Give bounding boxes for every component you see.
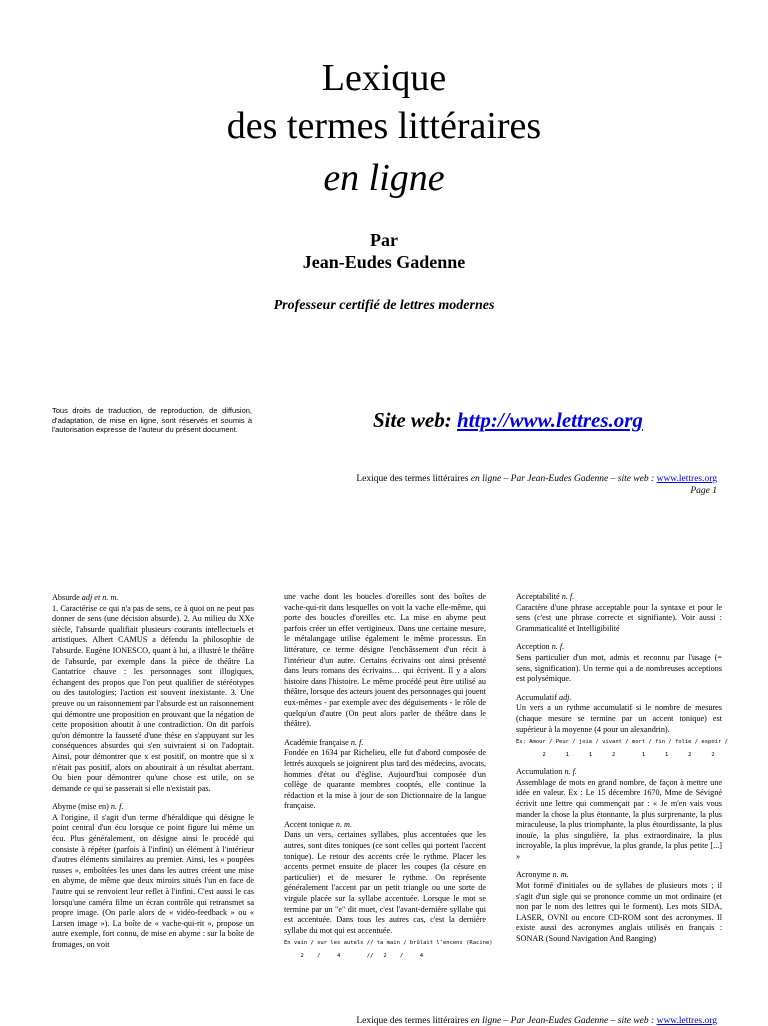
entry-gram: n. f.	[110, 802, 124, 812]
entry-text: une vache dont les boucles d'oreilles sont des boîtes de vache-qui-rit dans lesquelles on voit la vache elle-même, qui porte des boucles d'oreilles etc. La mise en abyme peut parfois créer un effet vertigineux. Dans une certaine mesure, le métalangage utilise également le même processus. En littérature, ce terme désigne l'enchâssement d'un récit à l'intérieur d'un autre. Certains écrivains ont ainsi présenté dans leurs romans des écrivains… qui écrivent. Il y a alors histoire dans l'histoire. Le même procédé peut être utilisé au théâtre, lorsque des acteurs jouent des personnages qui jouent eux-mêmes - par exemple avec des déguisements - le rôle de quelqu'un d'autre (On peut alors parler de théâtre dans le théâtre).	[284, 592, 486, 729]
entry-term: Accumulation	[516, 767, 565, 777]
entry	[52, 802, 254, 950]
footer-link[interactable]: www.lettres.org	[656, 1016, 717, 1026]
entry	[284, 820, 486, 937]
column-2	[284, 592, 493, 968]
scansion-marks: 2 / 4 // 2 / 4	[284, 953, 424, 960]
entry-term: Accent tonique	[284, 819, 336, 829]
entry-text: Mot formé d'initiales ou de syllabes de plusieurs mots ; il s'agit d'un sigle qui se prononce comme un mot ordinaire (et non par le nom des lettres qui le forment). Les mots SIDA, LASER, OVNI ou encore CD-ROM sont des acronymes. Il existe aussi des acronymes anglais utilisés en français : SONAR (Sound Navigation And Ranging)	[516, 881, 722, 944]
entry-term: Acceptabilité	[516, 592, 562, 601]
author-profession: Professeur certifié de lettres modernes	[273, 298, 495, 313]
entry-gram: adj et n. m.	[81, 593, 119, 602]
entry	[284, 592, 486, 730]
entry-text: 1. Caractérise ce qui n'a pas de sens, ce à quoi on ne peut pas donner de sens (une décision absurde). 2. Au milieu du XXe siècle, l'absurde qualifiait plusieurs courants intellectuels et artistiques. Albert CAMUS a défendu la philosophie de l'absurde. Eugène IONESCO, quant à lui, a illustré le théâtre de l'absurde, par exemple dans la pièce de théâtre La Cantatrice chauve : les personnages sont illogiques, échangent des propos que l'on peut qualifier de stéréotypes ou des tautologies; l'action est souvent inexistante. 3. Une preuve ou un raisonnement par l'absurde est un raisonnement qui démontre une proposition en prouvant que la négation de cette proposition aboutit à une contradiction. On dit parfois qu'on démontre la fausseté d'une thèse en s'appuyant sur les conséquences absurdes qui s'en suivraient si on l'adoptait. Ainsi, pour démontrer que x est positif, on montre que si x n'était pas positif, alors on aboutirait à un résultat aberrant. Ou bien pour démontrer qu'une chose est utile, on se demande ce qui se passerait si elle n'existait pas.	[52, 603, 254, 793]
entry	[516, 693, 722, 735]
entry-gram: n. m.	[335, 819, 352, 829]
site-web-link[interactable]: http://www.lettres.org	[457, 408, 643, 432]
column-3	[516, 592, 728, 953]
scansion-line: Ex: Amour / Peur / joie / vivant / mort / fin / folie / espoir /	[516, 739, 728, 746]
entry-text: Sens particulier d'un mot, admis et reconnu par l'usage (= sens, signification). Un terme qui a de nombreuses acceptions est polysémique.	[516, 652, 722, 684]
entry-term: Abyme (mise en)	[52, 802, 111, 812]
entry-gram: n. f.	[561, 592, 575, 601]
running-footer	[240, 1016, 717, 1026]
entry-term: Accumulatif	[516, 692, 559, 702]
entry-gram: n. f.	[350, 737, 364, 747]
title-line-3: en ligne	[323, 157, 445, 199]
site-web-label: Site web:	[373, 408, 457, 432]
entry-term: Académie française	[284, 737, 351, 747]
footer-en-ligne: en ligne	[470, 1016, 502, 1026]
entry-gram: n. m.	[552, 870, 569, 880]
scansion-line: En vain / sur les autels // ta main / brûlait l'encens (Racine)	[284, 940, 493, 947]
entry	[516, 592, 722, 634]
entry-text: Caractère d'une phrase acceptable pour la syntaxe et pour le sens (c'est une phrase correcte et signifiante). Voir aussi : Grammaticalité et Intelligibilité	[516, 602, 722, 633]
entry-text: Assemblage de mots en grand nombre, de façon à mettre une idée en valeur. Ex : Le 15 décembre 1670, Mme de Sévigné écrivit une lettre qui commençait par : « Je m'en vais vous mander la chose la plus étonnante, la plus surprenante, la plus miraculeuse, la plus triomphante, la plus étourdissante, la plus inouïe, la plus singulière, la plus extraordinaire, la plus incroyable, la plus imprévue, la plus grande, la plus petite [...] »	[516, 777, 722, 861]
title-line-2: des termes littéraires	[226, 105, 542, 147]
page-number: Page 1	[690, 486, 717, 496]
rights-notice: Tous droits de traduction, de reproduction, de diffusion, d'adaptation, de mise en ligne, sont réservés et soumis à l'autorisation expresse de l'auteur du présent document.	[52, 406, 252, 434]
entry-text: Un vers a un rythme accumulatif si le nombre de mesures (chaque mesure se termine par un accent tonique) est supérieur à la moyenne (4 pour un alexandrin).	[516, 703, 722, 734]
site-web	[373, 408, 643, 433]
entry-term: Acronyme	[516, 870, 553, 880]
byline-par: Par	[370, 230, 398, 250]
header-en-ligne: en ligne	[470, 474, 502, 484]
entry	[516, 767, 722, 862]
footer-prefix: Lexique des termes littéraires	[356, 1016, 471, 1026]
scansion-marks: 2 1 1 2 1 1 2 2	[516, 752, 715, 759]
column-1	[52, 593, 254, 959]
entry	[516, 642, 722, 684]
running-header	[240, 474, 717, 484]
entry	[52, 593, 254, 794]
header-prefix: Lexique des termes littéraires	[356, 474, 471, 484]
header-middle: – Par Jean-Eudes Gadenne – site web :	[501, 474, 657, 484]
entry	[284, 738, 486, 812]
author-name: Jean-Eudes Gadenne	[302, 252, 466, 272]
entry-gram: adj.	[558, 692, 572, 702]
entry-term: Acception	[516, 642, 552, 652]
entry-gram: n. f.	[564, 767, 577, 777]
entry-term: Absurde	[52, 593, 82, 602]
title-line-1: Lexique	[321, 57, 447, 99]
entry	[516, 870, 722, 944]
header-link[interactable]: www.lettres.org	[656, 474, 717, 484]
entry-gram: n. f.	[551, 642, 565, 652]
footer-middle: – Par Jean-Eudes Gadenne – site web :	[501, 1016, 657, 1026]
entry-text: Fondée en 1634 par Richelieu, elle fut d'abord composée de lettrés auxquels se joignirent plus tard des médecins, avocats, hommes d'état ou d'église. Aujourd'hui composée d'un collège de quarante membres cooptés, elle continue la rédaction et la mise à jour de son Dictionnaire de la langue française.	[284, 748, 486, 811]
entry-text: A l'origine, il s'agit d'un terme d'héraldique qui désigne le point central d'un écu lorsque ce point figure lui même un écu. Plus généralement, on désigne ainsi le procédé qui consiste à répéter (parfois à l'infini) un élément à l'intérieur d'autres éléments similaires au premier. Ainsi, les « poupées russes », emboîtées les unes dans les autres créent une mise en abyme, de même que deux miroirs situés l'un en face de l'autre qui se renvoient leur reflet à l'infini. C'est aussi le cas lorsqu'une caméra filme un écran contrôle qui retransmet sa propre image. (On parle alors de « vidéo-feedback » ou « Larsen image »). La boîte de « vache-qui-rit », propose un autre exemple, fort connu, de mise en abyme : sur la boîte de fromages, on voit	[52, 812, 254, 949]
entry-text: Dans un vers, certaines syllabes, plus accentuées que les autres, sont dites toniques (ce sont celles qui portent l'accent tonique). Le retour des accents crée le rythme. Placer les accents permet ensuite de placer les coupes (la césure en particulier) et de mesurer le rythme. On représente généralement l'accent par un petit triangle ou une sorte de virgule placée sur la syllabe accentuée. Lorsque le mot se termine par un "e" dit muet, c'est l'avant-dernière syllabe qui est accentuée. Dans tous les autres cas, c'est la dernière syllabe du mot qui est accentuée.	[284, 830, 486, 935]
